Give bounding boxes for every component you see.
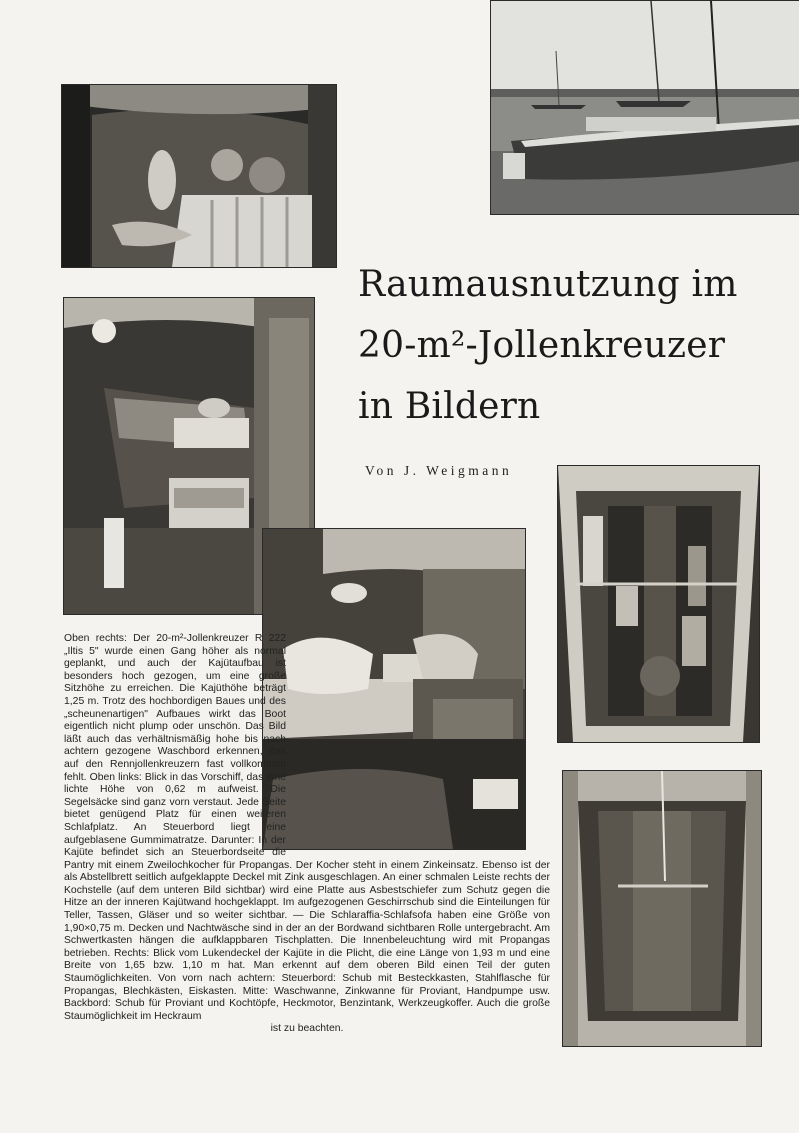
title-line-2: 20-m²-Jollenkreuzer (358, 325, 726, 366)
photo-forepeak (61, 84, 337, 268)
title-line-3: in Bildern (358, 386, 541, 427)
author-byline: Von J. Weigmann (365, 463, 513, 478)
caption-body: Oben rechts: Der 20-m²-Jollenkreuzer R 222 „Iltis 5" wurde einen Gang höher als normal geplankt, und auch der Kajütaufbau ist besonders hoch gezogen, um eine große Sitzhöhe zu erreichen. Die Kajüthöhe beträgt 1,25 m. Trotz des hochbordigen Baues und des „scheunenartigen" Aufbaues wirkt das Boot eigentlich nicht plump oder unschön. Das Bild läßt auch das verhältnismäßig hohe bis nach achtern gezogene Waschbord erkennen, das auf den Rennjollenkreuzern fast vollkommen fehlt. Oben links: Blick in das Vorschiff, das eine lichte Höhe von 0,62 m aufweist. Die Segelsäcke sind ganz vorn verstaut. Jede Seite bietet genügend Platz für einen weiteren Schlafplatz. An Steuerbord liegt eine aufgeblasene Gummimatratze. Darunter: In der Kajüte befindet sich an Steuerbordseite die Pantry mit einem Zweilochkocher für Propangas. Der Kocher steht in einem Zinkeinsatz. Ebenso ist der als Abstellbrett seitlich aufgeklappte Deckel mit Zink ausgeschlagen. An einer schmalen Leiste rechts der Kochstelle (auf dem unteren Bild sichtbar) wird eine Platte aus Asbestschiefer zum Schutz gegen die Hitze an der inneren Kajütwand hochgeklappt. Im aufgezogenen Geschirrschub sind die Einteilungen für Teller, Tassen, Gläser und so weiter sichtbar. — Die Schlaraffia-Schlafsofa haben eine Größe von 1,90×0,75 m. Decken und Nachtwäsche sind in der an der Bordwand sichtbaren Rolle untergebracht. Am Schwertkasten hängen die aufklappbaren Tischplatten. Die Innenbeleuchtung wird mit Propangas betrieben. Rechts: Blick vom Lukendeckel der Kajüte in die Plicht, die eine Länge von 1,93 m und eine Breite von 1,65 bzw. 1,10 m hat. Man erkennt auf dem oberen Bild einen Teil der guten Staumöglichkeiten. Von vorn nach achtern: Steuerbord: Schub mit Besteckkasten, Stahlflasche für Propangas, Blechkästen, Eiskasten. Mitte: Waschwanne, Zinkwanne für Proviant, Handpumpe usw. Backbord: Schub für Proviant und Kochtöpfe, Heckmotor, Benzintank, Werkzeugkoffer. Auch die große Staumöglichkeit im Heckraum (64, 633, 550, 1022)
photo-sailboat (490, 0, 799, 215)
photo-cockpit-view (562, 770, 762, 1047)
title-line-1: Raumausnutzung im (358, 264, 738, 305)
article-title (358, 254, 778, 437)
caption-ending: ist zu beachten. (270, 1023, 344, 1035)
photo-cockpit-storage (557, 465, 760, 743)
photo-caption (64, 633, 550, 1036)
